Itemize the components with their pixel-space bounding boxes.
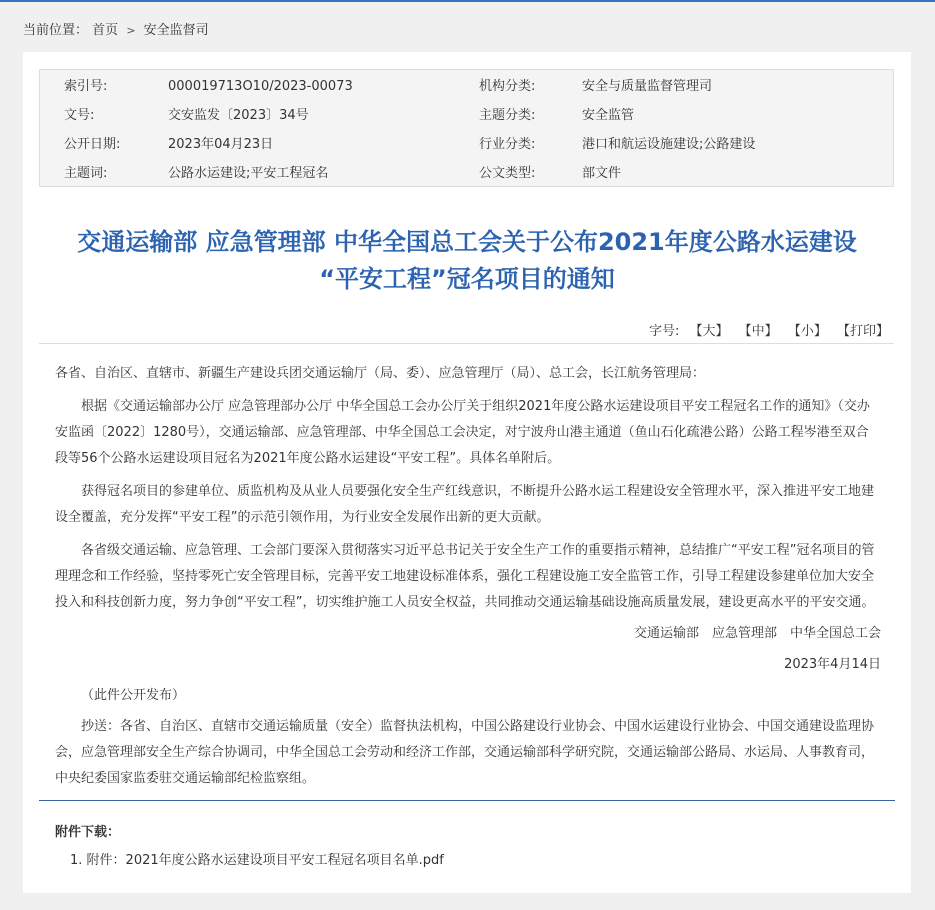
metadata-value: 安全监管	[582, 108, 635, 123]
issue-date: 2023年4月14日	[784, 657, 881, 672]
metadata-table	[39, 69, 894, 187]
breadcrumb-separator: >	[126, 24, 136, 37]
font-size-controls	[649, 320, 889, 339]
metadata-value: 安全与质量监督管理司	[582, 79, 713, 94]
document-title-line2: “平安工程”冠名项目的通知	[319, 265, 615, 293]
attachments-title: 附件下载：	[55, 825, 121, 840]
metadata-value: 2023年04月23日	[168, 137, 274, 152]
metadata-key: 主题分类:	[479, 108, 536, 123]
metadata-row	[40, 159, 893, 188]
font-size-label: 字号:	[648, 324, 680, 339]
breadcrumb	[23, 19, 209, 38]
metadata-value: 港口和航运设施建设;公路建设	[582, 137, 756, 152]
content-panel	[23, 52, 911, 893]
metadata-key: 文号:	[64, 108, 95, 123]
body-paragraph: 各省级交通运输、应急管理、工会部门要深入贯彻落实习近平总书记关于安全生产工作的重要指示精神，总结推广“平安工程”冠名项目的管理理念和工作经验，坚持零死亡安全管理目标，完善平安工地建设标准体系，强化工程建设施工安全监管工作，引导工程建设参建单位加大安全投入和科技创新力度，努力争创“平安工程”，切实维护施工人员安全权益，共同推动交通运输基础设施高质量发展，建设更高水平的平安交通。	[55, 543, 875, 610]
document-title-line1: 交通运输部 应急管理部 中华全国总工会关于公布2021年度公路水运建设	[77, 228, 857, 256]
cc-list: 抄送：各省、自治区、直辖市交通运输质量（安全）监督执法机构，中国公路建设行业协会、中国水运建设行业协会、中国交通建设监理协会，应急管理部安全生产综合协调司，中华全国总工会劳动和经济工作部，交通运输部科学研究院，交通运输部公路局、水运局、人事教育司，中央纪委国家监委驻交通运输部纪检监察组。	[55, 719, 875, 786]
metadata-value: 部文件	[582, 166, 622, 181]
breadcrumb-home-link[interactable]: 首页	[92, 23, 119, 38]
document-body	[55, 361, 881, 792]
metadata-value: 交安监发〔2023〕34号	[168, 108, 309, 123]
list-item	[70, 849, 444, 868]
font-size-large-button[interactable]: 【大】	[689, 324, 729, 339]
body-paragraph: 根据《交通运输部办公厅 应急管理部办公厅 中华全国总工会办公厅关于组织2021年度公路水运建设项目平安工程冠名工作的通知》（交办安监函〔2022〕1280号），交通运输部、应急管理部、中华全国总工会决定，对宁波舟山港主通道（鱼山石化疏港公路）公路工程岑港至双合段等56个公路水运建设项目冠名为2021年度公路水运建设“平安工程”。具体名单附后。	[55, 399, 870, 466]
attachment-download-link[interactable]: 附件：2021年度公路水运建设项目平安工程冠名项目名单.pdf	[86, 853, 444, 868]
body-paragraph: 获得冠名项目的参建单位、质监机构及从业人员要强化安全生产红线意识，不断提升公路水运工程建设安全管理水平，深入推进平安工地建设全覆盖，充分发挥“平安工程”的示范引领作用，为行业安全发展作出新的更大贡献。	[55, 484, 875, 525]
print-button[interactable]: 【打印】	[836, 324, 889, 339]
metadata-key: 行业分类:	[479, 137, 536, 152]
metadata-row	[40, 72, 893, 101]
salutation: 各省、自治区、直辖市、新疆生产建设兵团交通运输厅（局、委）、应急管理厅（局）、总工会，长江航务管理局：	[55, 366, 706, 381]
signers: 交通运输部 应急管理部 中华全国总工会	[633, 626, 881, 641]
font-size-small-button[interactable]: 【小】	[787, 324, 827, 339]
metadata-value: 公路水运建设;平安工程冠名	[168, 166, 329, 181]
metadata-value: 000019713O10/2023-00073	[168, 79, 353, 94]
metadata-key: 索引号:	[64, 79, 108, 94]
attachment-number: 1.	[70, 853, 83, 868]
publish-note: （此件公开发布）	[81, 688, 186, 703]
document-title	[23, 224, 911, 298]
metadata-key: 公开日期:	[64, 137, 121, 152]
breadcrumb-current-link[interactable]: 安全监督司	[143, 23, 209, 38]
font-size-medium-button[interactable]: 【中】	[738, 324, 778, 339]
metadata-key: 主题词:	[64, 166, 108, 181]
metadata-key: 机构分类:	[479, 79, 536, 94]
divider	[39, 343, 894, 344]
metadata-row	[40, 130, 893, 159]
breadcrumb-label: 当前位置：	[23, 23, 89, 38]
attachment-list	[70, 849, 444, 868]
metadata-row	[40, 101, 893, 130]
metadata-key: 公文类型:	[479, 166, 536, 181]
attachment-divider	[39, 800, 895, 801]
